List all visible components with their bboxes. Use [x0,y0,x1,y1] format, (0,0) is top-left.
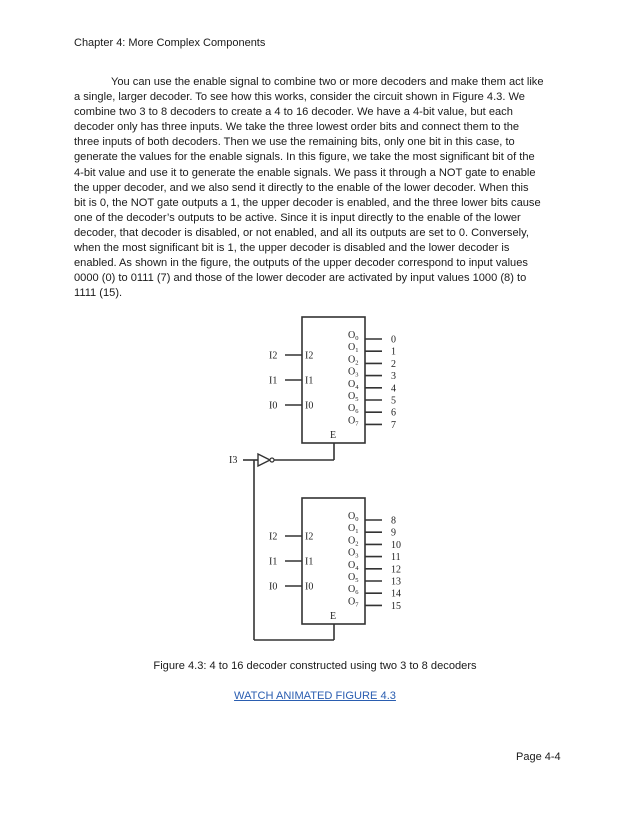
lower-internal-input-label: I0 [305,581,314,593]
paragraph-line: three inputs of both decoders. Then we use the remaining bits, only one bit in this case, to [74,136,515,149]
output-pin-subscript: 4 [355,564,359,572]
upper-output-pin-label [348,403,359,415]
output-pin-name: O [348,391,356,402]
msb-input-label: I3 [229,455,238,466]
lower-output-pin-label [348,572,358,584]
output-pin-name: O [348,535,356,547]
not-gate-bubble [270,458,274,462]
upper-output-value-label: 1 [391,346,396,358]
output-pin-subscript: 4 [355,383,359,391]
lower-output-value-label: 13 [391,576,401,588]
lower-output-pin-label [348,548,358,560]
page-number: Page 4-4 [516,751,561,763]
upper-external-input-label: I1 [269,375,278,387]
output-pin-name: O [348,523,356,535]
output-pin-name: O [348,378,356,390]
output-pin-name: O [348,342,356,354]
upper-output-pin-label [348,379,359,391]
output-pin-subscript: 2 [355,359,359,367]
paragraph-line: the upper decoder, and we also send it directly to the enable of the lower decoder. When this [74,181,529,194]
output-pin-subscript: 7 [355,420,359,428]
figure-caption: Figure 4.3: 4 to 16 decoder constructed using two 3 to 8 decoders [153,660,477,672]
upper-internal-input-label: I1 [305,375,314,387]
upper-output-value-label: 4 [391,383,396,395]
upper-external-input-label: I0 [269,400,278,412]
upper-output-value-label: 5 [391,395,396,407]
output-pin-subscript: 0 [355,516,359,523]
paragraph-line: generate the values for the enable signals. In this figure, we take the most significant bit of the [74,151,535,164]
output-pin-subscript: 1 [355,528,359,536]
paragraph-line: decoder, that decoder is disabled, or not enabled, and all its outputs are set to 0. Conversely, [74,226,529,239]
lower-enable-label: E [329,611,337,622]
output-pin-subscript: 6 [355,589,359,597]
chapter-header: Chapter 4: More Complex Components [74,37,266,49]
lower-internal-input-label: I2 [305,531,314,543]
output-pin-subscript: 3 [355,371,359,379]
output-pin-name: O [348,559,356,571]
lower-output-pin-label [348,511,358,523]
upper-output-pin-label [348,391,358,403]
paragraph-line: You can use the enable signal to combine two or more decoders and make them act like [111,76,544,88]
not-gate-icon [258,454,270,466]
paragraph-line: 1111 (15). [74,287,123,300]
paragraph-line: 0000 (0) to 0111 (7) and those of the lower decoder are activated by input values 1000 (8) to [74,272,527,285]
lower-internal-input-label: I1 [305,556,314,568]
output-pin-name: O [348,547,356,559]
lower-external-input-label: I2 [269,531,278,543]
upper-enable-label: E [329,430,337,441]
lower-output-pin-label [348,560,359,572]
paragraph-line: 4-bit value and use it to generate the enable signals. We pass it through a NOT gate to enable [74,166,536,179]
paragraph-line: combine two 3 to 8 decoders to create a 4 to 16 decoder. We have a 4-bit value, but each [74,106,513,119]
lower-output-value-label: 14 [391,588,401,600]
upper-output-value-label: 3 [391,371,396,383]
lower-output-value-label: 11 [391,552,401,564]
lower-output-value-label: 9 [391,527,396,539]
lower-output-pin-label [348,523,358,535]
paragraph-line: decoder only has three inputs. We take the three lowest order bits and connect them to the [74,121,520,134]
output-pin-subscript: 7 [355,601,359,609]
upper-output-pin-label [348,330,358,342]
output-pin-name: O [348,403,356,415]
upper-external-input-label: I2 [269,350,278,362]
output-pin-name: O [348,330,356,341]
lower-output-value-label: 15 [391,600,401,612]
output-pin-name: O [348,511,356,522]
output-pin-subscript: 1 [355,347,359,355]
upper-output-value-label: 7 [391,419,396,431]
output-pin-subscript: 2 [355,540,359,548]
upper-internal-input-label: I2 [305,350,314,362]
upper-output-value-label: 6 [391,407,396,419]
upper-internal-input-label: I0 [305,400,314,412]
lower-external-input-label: I1 [269,556,278,568]
upper-output-pin-label [348,415,359,427]
lower-output-value-label: 8 [391,515,396,527]
watch-animated-figure-link[interactable]: WATCH ANIMATED FIGURE 4.3 [234,690,396,702]
paragraph-line: enabled. As shown in the figure, the outputs of the upper decoder correspond to input values [74,257,528,270]
output-pin-subscript: 3 [355,552,359,560]
paragraph-line: when the most significant bit is 1, the upper decoder is disabled and the lower decoder is [74,242,510,255]
output-pin-name: O [348,572,356,583]
lower-external-input-label: I0 [269,581,278,593]
output-pin-name: O [348,366,356,378]
lower-output-pin-label [348,596,359,608]
upper-output-pin-label [348,342,358,354]
output-pin-name: O [348,584,356,596]
lower-output-pin-label [348,584,359,596]
output-pin-subscript: 0 [355,335,359,342]
lower-output-value-label: 10 [391,539,401,551]
lower-output-pin-label [348,535,358,547]
output-pin-subscript: 5 [355,396,359,403]
paragraph-line: a single, larger decoder. To see how this works, consider the circuit shown in Figure 4.3. We [74,91,525,104]
upper-output-value-label: 2 [391,358,396,370]
output-pin-name: O [348,354,356,366]
output-pin-name: O [348,415,356,427]
upper-output-pin-label [348,367,358,379]
output-pin-subscript: 5 [355,577,359,584]
upper-output-pin-label [348,354,358,366]
animated-figure-link-container [0,690,630,702]
paragraph-line: one of the decoder’s outputs to be active. Since it is input directly to the enable of the lower [74,211,521,224]
output-pin-subscript: 6 [355,408,359,416]
lower-output-value-label: 12 [391,564,401,576]
upper-output-value-label: 0 [391,334,396,346]
paragraph-line: bit is 0, the NOT gate outputs a 1, the upper decoder is enabled, and the three lower bits cause [74,196,541,209]
output-pin-name: O [348,596,356,608]
